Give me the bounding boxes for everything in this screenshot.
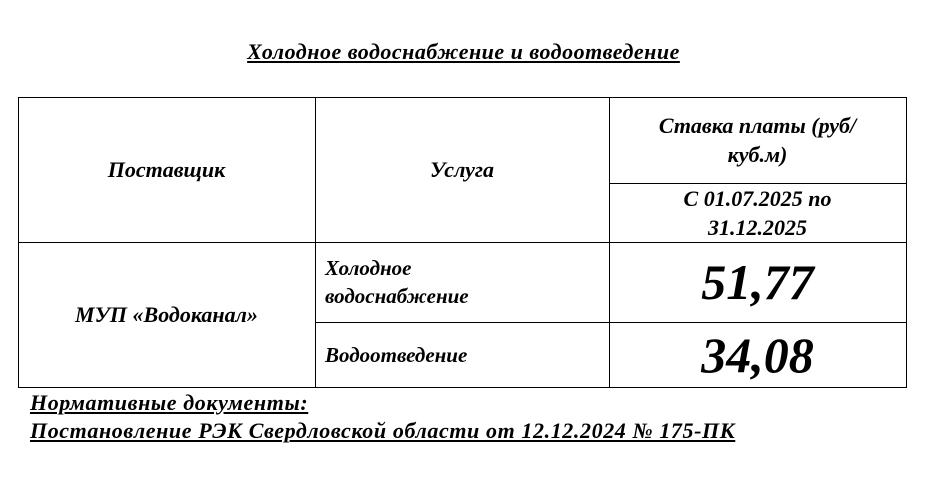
header-period: С 01.07.2025 по 31.12.2025 xyxy=(683,185,832,240)
document-title xyxy=(0,40,927,64)
header-rate: Ставка платы (руб/куб.м) xyxy=(658,113,857,167)
supplier-cell xyxy=(18,242,315,387)
document-title-text: Холодное водоснабжение и водоотведение xyxy=(247,39,680,64)
service-name: Холодное водоснабжение xyxy=(325,256,469,308)
header-cell-supplier xyxy=(18,97,315,242)
rate-value: 51,77 xyxy=(701,254,814,310)
table-row-rate-cell xyxy=(609,242,906,322)
header-cell-rate xyxy=(609,97,906,183)
header-supplier: Поставщик xyxy=(107,157,226,182)
supplier-name: МУП «Водоканал» xyxy=(75,302,258,327)
table-row-rate-cell xyxy=(609,322,906,387)
header-cell-period xyxy=(609,183,906,242)
rate-value: 34,08 xyxy=(701,326,814,383)
header-cell-service xyxy=(315,97,609,242)
table-row-service-cell xyxy=(315,242,609,322)
service-name: Водоотведение xyxy=(325,342,468,367)
table-row-service-cell xyxy=(315,322,609,387)
normative-documents-label: Нормативные документы: xyxy=(30,390,309,415)
header-service: Услуга xyxy=(430,157,494,182)
normative-document-reference: Постановление РЭК Свердловской области от 12.12.2024 № 175-ПК xyxy=(30,418,736,443)
